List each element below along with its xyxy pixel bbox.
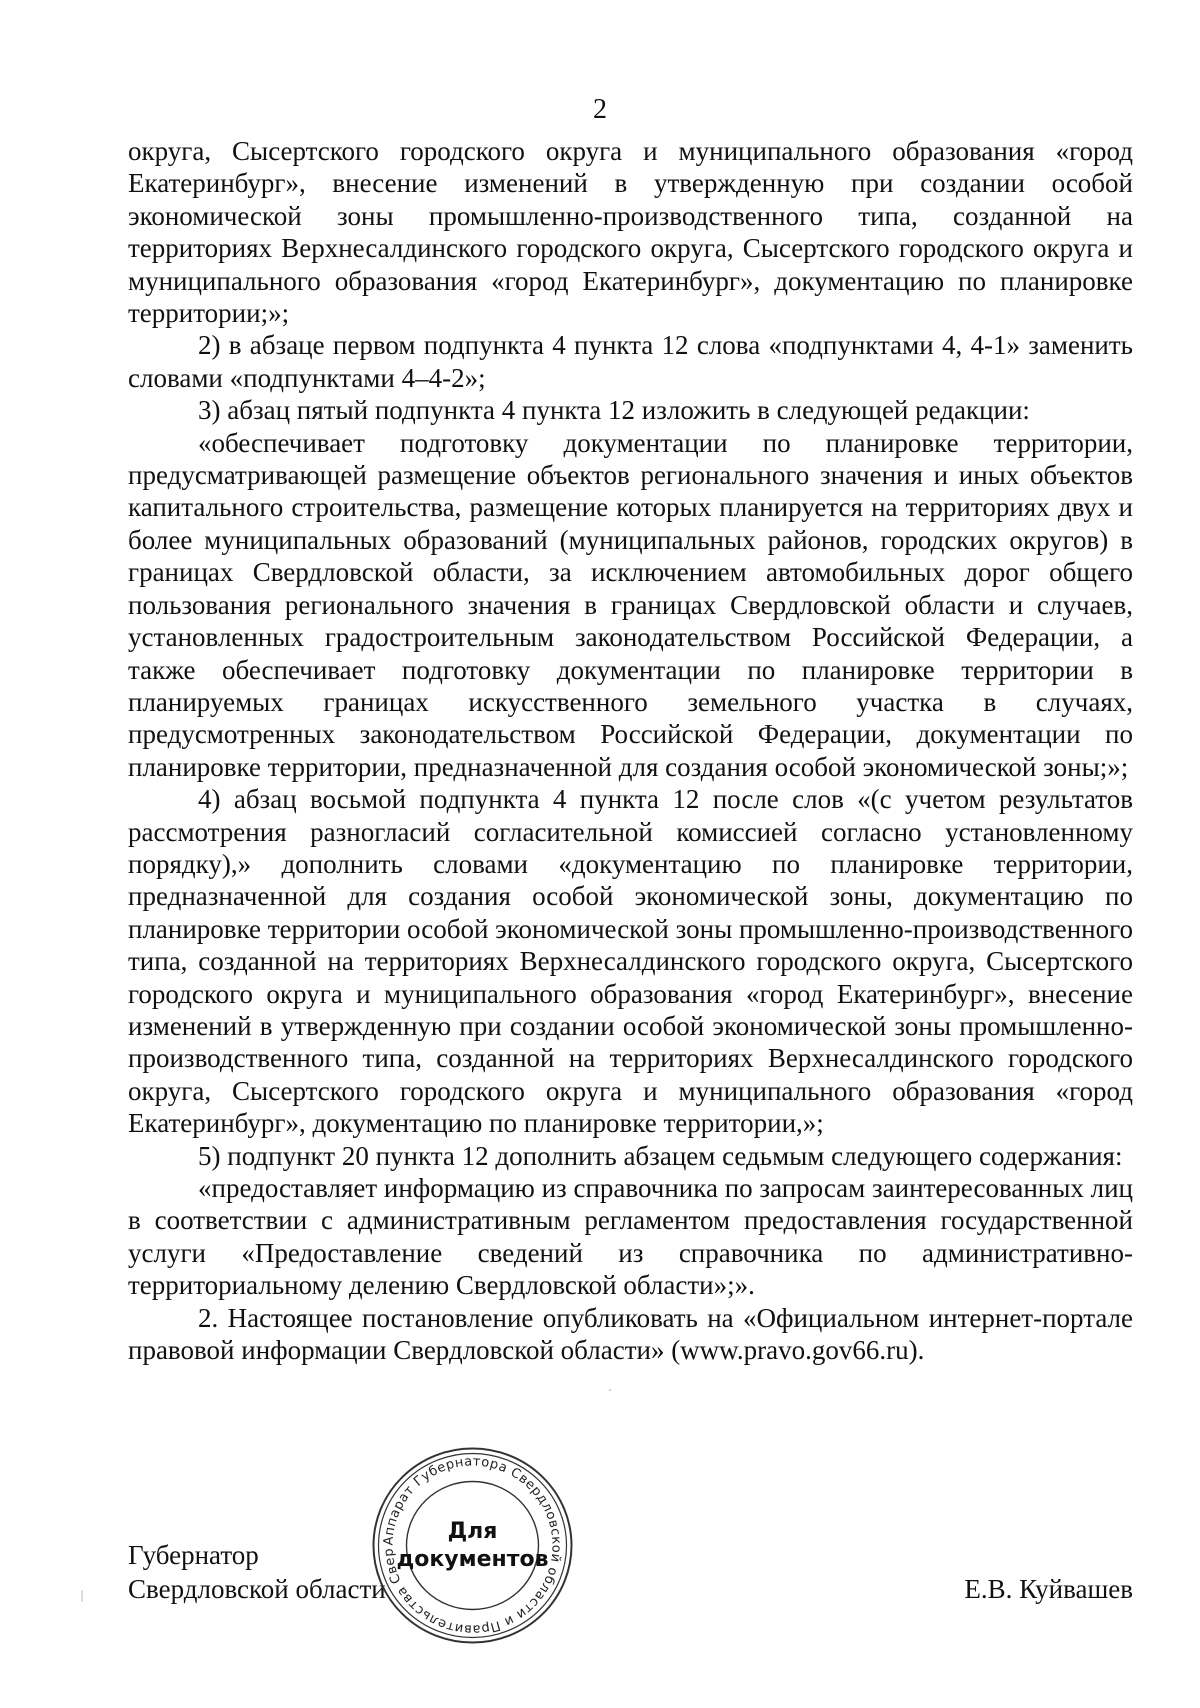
paragraph-quote-item-3: «обеспечивает подготовку документации по планировке территории, предусматривающей размещение объектов регионального значения и иных объектов капитального строительства, размещение которых планируется на территориях двух и более муниципальных образований (муниципальных районов, городских округов) в границах Свердловской области, за исключением автомобильных дорог общего пользования регионального значения в границах Свердловской области и случаев, установленных градостроительным законодательством Российской Федерации, а также обеспечивает подготовку документации по планировке территории в планируемых границах искусственного земельного участка в случаях, предусмотренных законодательством Российской Федерации, документации по планировке территории, предназначенной для создания особой экономической зоны;»; bbox=[128, 427, 1133, 782]
signatory-position-line1: Губернатор bbox=[128, 1540, 259, 1570]
paragraph-item-5: 5) подпункт 20 пункта 12 дополнить абзацем седьмым следующего содержания: bbox=[198, 1140, 1123, 1171]
stamp-inner-ring bbox=[407, 1482, 539, 1610]
paragraph-publication: 2. Настоящее постановление опубликовать на «Официальном интернет-портале правовой информации Свердловской области» (www.pravo.gov66.ru). bbox=[128, 1302, 1133, 1366]
stamp-outer-ring bbox=[374, 1449, 572, 1643]
paragraph-item-2: 2) в абзаце первом подпункта 4 пункта 12 слова «подпунктами 4, 4-1» заменить словами «подпунктами 4–4-2»; bbox=[128, 330, 1133, 393]
document-body bbox=[128, 135, 1133, 1366]
paragraph-item-3: 3) абзац пятый подпункта 4 пункта 12 изложить в следующей редакции: bbox=[198, 395, 1030, 426]
signatory-name: Е.В. Куйвашев bbox=[964, 1574, 1133, 1604]
stamp-seal-icon bbox=[364, 1432, 575, 1648]
paragraph-item-4: 4) абзац восьмой подпункта 4 пункта 12 после слов «(с учетом результатов рассмотрения разногласий согласительной комиссией согласно установленному порядку),» дополнить словами «документацию по планировке территории, предназначенной для создания особой экономической зоны, документацию по планировке территории особой экономической зоны промышленно-производственного типа, созданной на территориях Верхнесалдинского городского округа, Сысертского городского округа и муниципального образования «город Екатеринбург», внесение изменений в утвержденную при создании особой экономической зоны промышленно-производственного типа, созданной на территориях Верхнесалдинского городского округа, Сысертского городского округа и муниципального образования «город Екатеринбург», документацию по планировке территории,»; bbox=[128, 784, 1134, 1139]
stamp-center-line1: Для bbox=[447, 1519, 498, 1544]
page-number: 2 bbox=[593, 94, 607, 125]
official-stamp bbox=[364, 1432, 575, 1648]
paragraph-continuation: округа, Сысертского городского округа и муниципального образования «город Екатеринбург», внесение изменений в утвержденную при создании особой экономической зоны промышленно-производственного типа, созданной на территориях Верхнесалдинского городского округа, Сысертского городского округа и муниципального образования «город Екатеринбург», документацию по планировке территории;»; bbox=[128, 136, 1133, 329]
stamp-center-line2: документов bbox=[396, 1547, 549, 1572]
paragraph-quote-item-5: «предоставляет информацию из справочника по запросам заинтересованных лиц в соответствии с административным регламентом предоставления государственной услуги «Предоставление сведений из справочника по административно-территориальному делению Свердловской области»;». bbox=[128, 1173, 1133, 1301]
signatory-position-line2: Свердловской области bbox=[128, 1574, 386, 1604]
scan-speck bbox=[609, 1389, 611, 1391]
stamp-ring-text: Аппарат Губернатора Свердловской области и Правительства Свердловской области ✱ bbox=[364, 1432, 564, 1637]
